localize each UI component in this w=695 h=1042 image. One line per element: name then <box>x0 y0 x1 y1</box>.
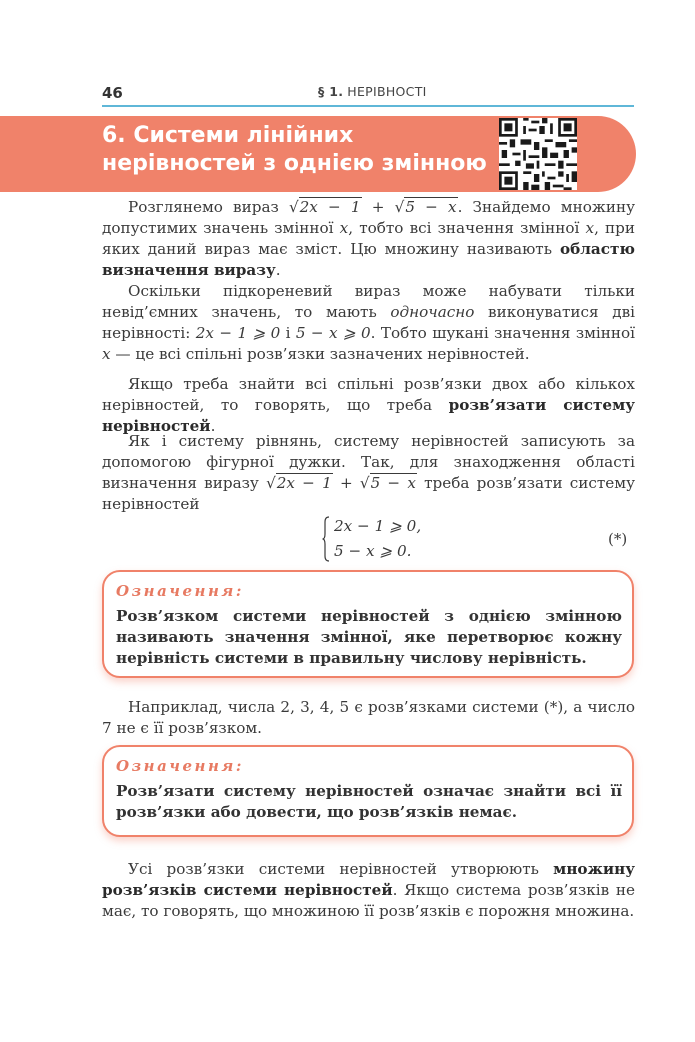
text: . Тобто шукані значення змінної <box>370 324 636 342</box>
text: Якщо треба знайти всі спільні розв’язки двох або кількох нерівностей, то говорять, що треба <box>102 375 635 414</box>
text: Оскільки підкореневий вираз може набувати тільки невід’ємних значень, то мають <box>102 282 635 321</box>
header-rule <box>102 105 634 107</box>
paragraph-solve-system <box>102 374 635 437</box>
text: Розглянемо вираз <box>128 198 279 216</box>
definition-box-solve <box>102 745 634 837</box>
page-number: 46 <box>102 84 123 102</box>
radicand: 2x − 1 <box>299 198 361 216</box>
text: . <box>275 261 281 279</box>
running-head <box>318 84 427 99</box>
emphasis-simultaneously: одночасно <box>390 303 475 321</box>
text: . Якщо система розв’язків не має, то говорять, що множиною її розв’язків є порожня множина. <box>102 881 635 920</box>
plus-sign: + <box>339 474 353 492</box>
section-title: НЕРІВНОСТІ <box>347 84 427 99</box>
variable-x: x <box>102 345 111 363</box>
section-number: § 1. <box>318 84 344 99</box>
paragraph-conditions <box>102 281 635 365</box>
text: , при яких даний вираз має зміст. Цю множину називають <box>102 219 636 258</box>
paragraph-domain <box>102 197 635 281</box>
expression-sqrt: √2x − 1 + √5 − x <box>288 198 457 216</box>
inequality-1: 2x − 1 ⩾ 0 <box>195 324 281 342</box>
text: виконуватися дві нерівності: <box>102 303 636 342</box>
curly-brace-icon <box>322 516 330 562</box>
system-row-1: 2x − 1 ⩾ 0, <box>334 517 422 535</box>
inequality-system <box>322 514 421 564</box>
text: треба розв’язати систему нерівностей <box>102 474 636 513</box>
definition-label: Означення: <box>116 582 244 600</box>
text: і <box>285 324 291 342</box>
definition-box-solution <box>102 570 634 678</box>
system-label: (*) <box>608 530 628 548</box>
paragraph-example <box>102 697 635 739</box>
plus-sign: + <box>371 198 385 216</box>
variable-x: x <box>339 219 349 237</box>
radicand: 2x − 1 <box>276 474 332 492</box>
chapter-title: 6. Системи лінійних нерівностей з однією змінною <box>102 123 487 176</box>
definition-text: Розв’язати систему нерівностей означає знайти всі її розв’язки або довести, що розв’язків немає. <box>116 782 622 821</box>
text: , тобто всі значення змінної <box>348 219 580 237</box>
definition-label: Означення: <box>116 757 244 775</box>
text: Усі розв’язки системи нерівностей утворюють <box>128 860 539 878</box>
term-solution-set: множину розв’язків системи нерівностей <box>102 860 636 899</box>
paragraph-solution-set <box>102 859 635 922</box>
text: Як і систему рівнянь, систему нерівностей записують за допомогою фігурної дужки. Так, для знаходження області визначення виразу <box>102 432 635 492</box>
term-solve-system: розв’язати систему нерівностей <box>102 396 635 435</box>
radicand: 5 − x <box>405 198 457 216</box>
term-domain: областю визначення виразу <box>102 240 636 279</box>
definition-text: Розв’язком системи нерівностей з однією змінною називають значення змінної, яке перетворює кожну нерівність системи в правильну числову нерівність. <box>116 607 622 667</box>
text: . <box>210 417 216 435</box>
text: — це всі спільні розв’язки зазначених нерівностей. <box>115 345 530 363</box>
radicand: 5 − x <box>370 474 416 492</box>
system-row-2: 5 − x ⩾ 0. <box>334 542 412 560</box>
inequality-2: 5 − x ⩾ 0 <box>295 324 371 342</box>
example-text: Наприклад, числа 2, 3, 4, 5 є розв’язками системи (*), а число 7 не є її розв’язком. <box>102 698 635 737</box>
expression-sqrt: √2x − 1 + √5 − x <box>266 474 416 492</box>
qr-code-icon[interactable] <box>499 118 577 190</box>
text: . Знайдемо множину допустимих значень змінної <box>102 198 636 237</box>
variable-x: x <box>585 219 595 237</box>
paragraph-brace <box>102 431 635 515</box>
